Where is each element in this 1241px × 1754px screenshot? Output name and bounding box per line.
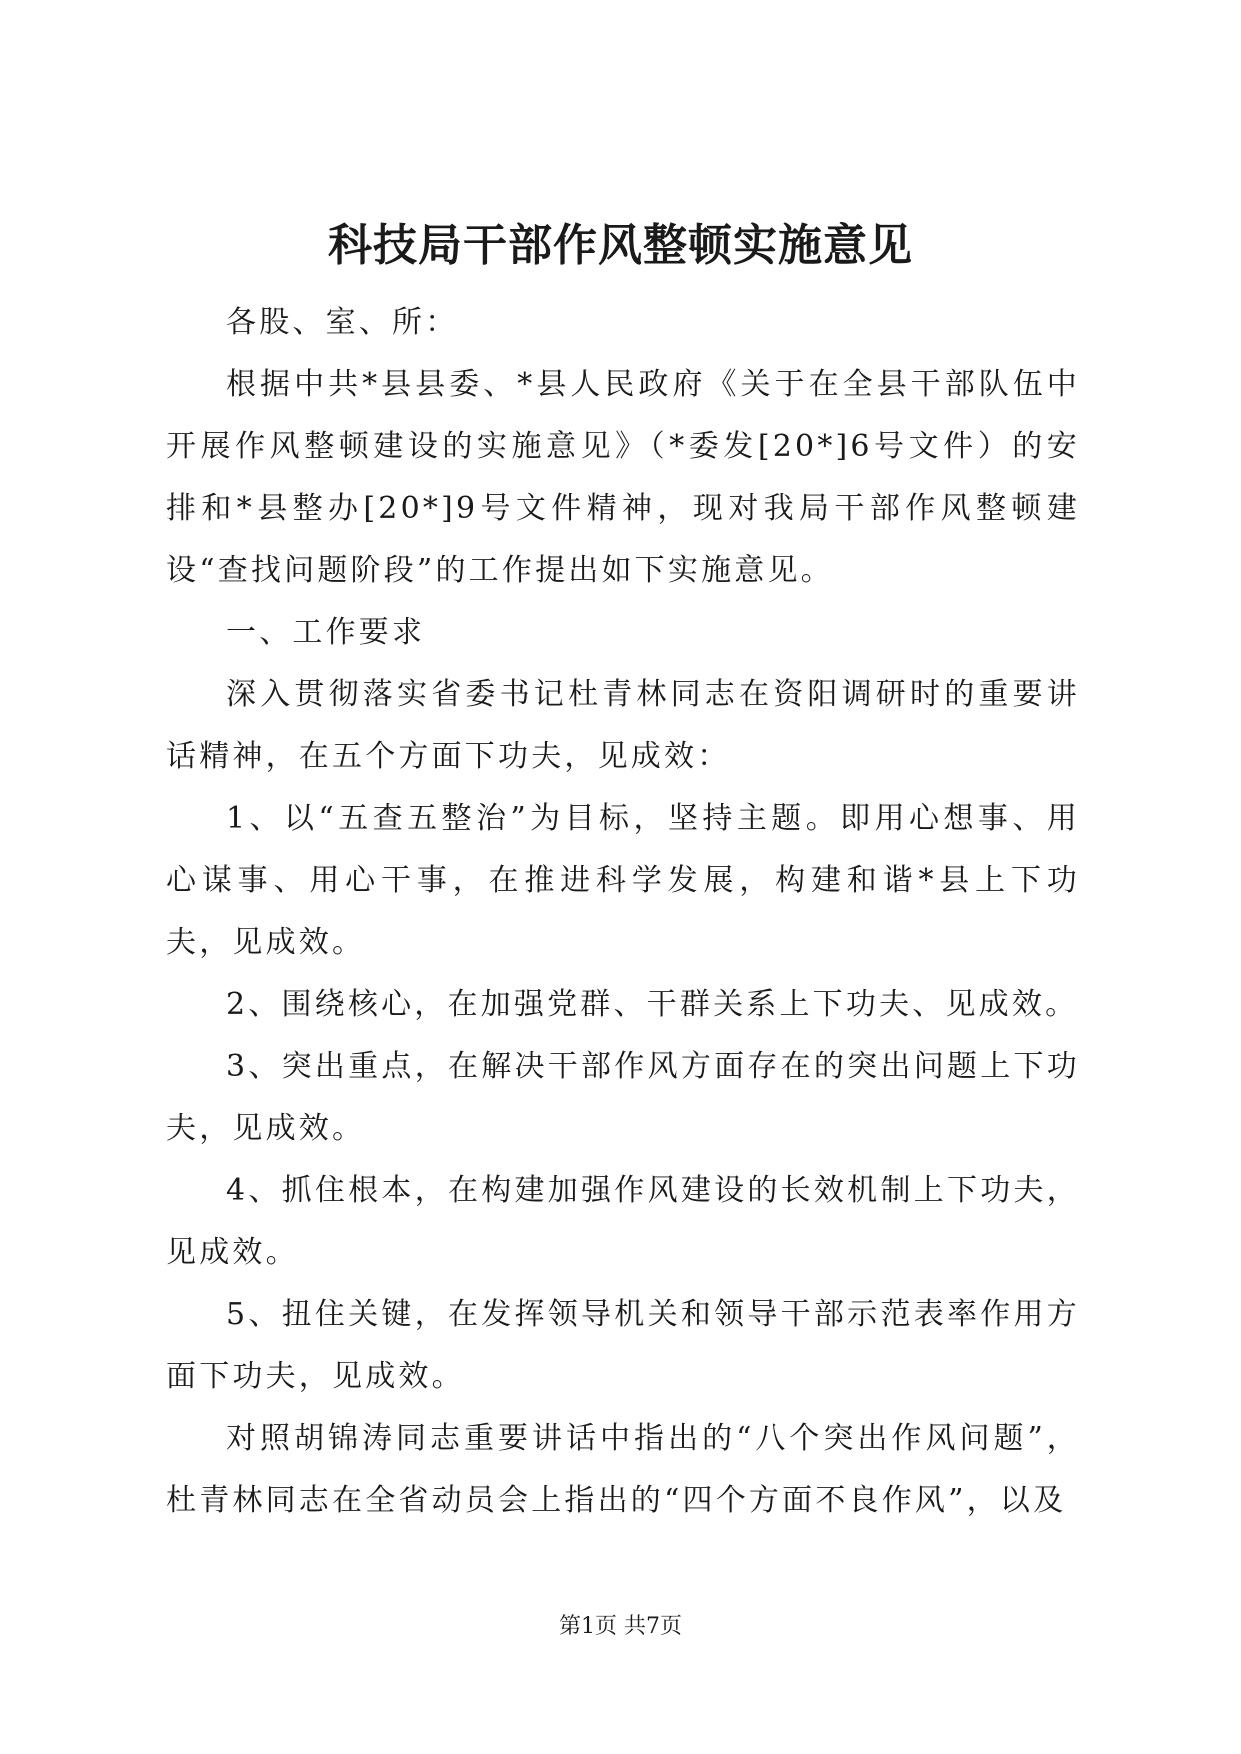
list-item: 3、突出重点，在解决干部作风方面存在的突出问题上下功夫，见成效。 (166, 1049, 1080, 1146)
list-item: 1、以“五查五整治”为目标，坚持主题。即用心想事、用心谋事、用心干事，在推进科学发展，构建和谐*县上下功夫，见成效。 (166, 801, 1080, 960)
list-item: 2、围绕核心，在加强党群、干群关系上下功夫、见成效。 (226, 987, 1079, 1022)
list-item: 4、抓住根本，在构建加强作风建设的长效机制上下功夫，见成效。 (166, 1173, 1080, 1270)
salutation: 各股、室、所： (226, 305, 459, 340)
list-item: 5、扭住关键，在发挥领导机关和领导干部示范表率作用方面下功夫，见成效。 (166, 1297, 1080, 1394)
document-title: 科技局干部作风整顿实施意见 (328, 220, 913, 271)
paragraph-continued: 对照胡锦涛同志重要讲话中指出的“八个突出作风问题”，杜青林同志在全省动员会上指出的“四个方面不良作风”，以及 (166, 1421, 1080, 1518)
section-heading: 一、工作要求 (226, 615, 426, 650)
document-body (166, 292, 1080, 1532)
page-footer: 第1页 共7页 (559, 1614, 682, 1639)
paragraph-requirements: 深入贯彻落实省委书记杜青林同志在资阳调研时的重要讲话精神，在五个方面下功夫，见成效： (166, 677, 1080, 774)
paragraph-intro: 根据中共*县县委、*县人民政府《关于在全县干部队伍中开展作风整顿建设的实施意见》（*委发[20*]6号文件）的安排和*县整办[20*]9号文件精神，现对我局干部作风整顿建设“查找问题阶段”的工作提出如下实施意见。 (166, 367, 1080, 588)
